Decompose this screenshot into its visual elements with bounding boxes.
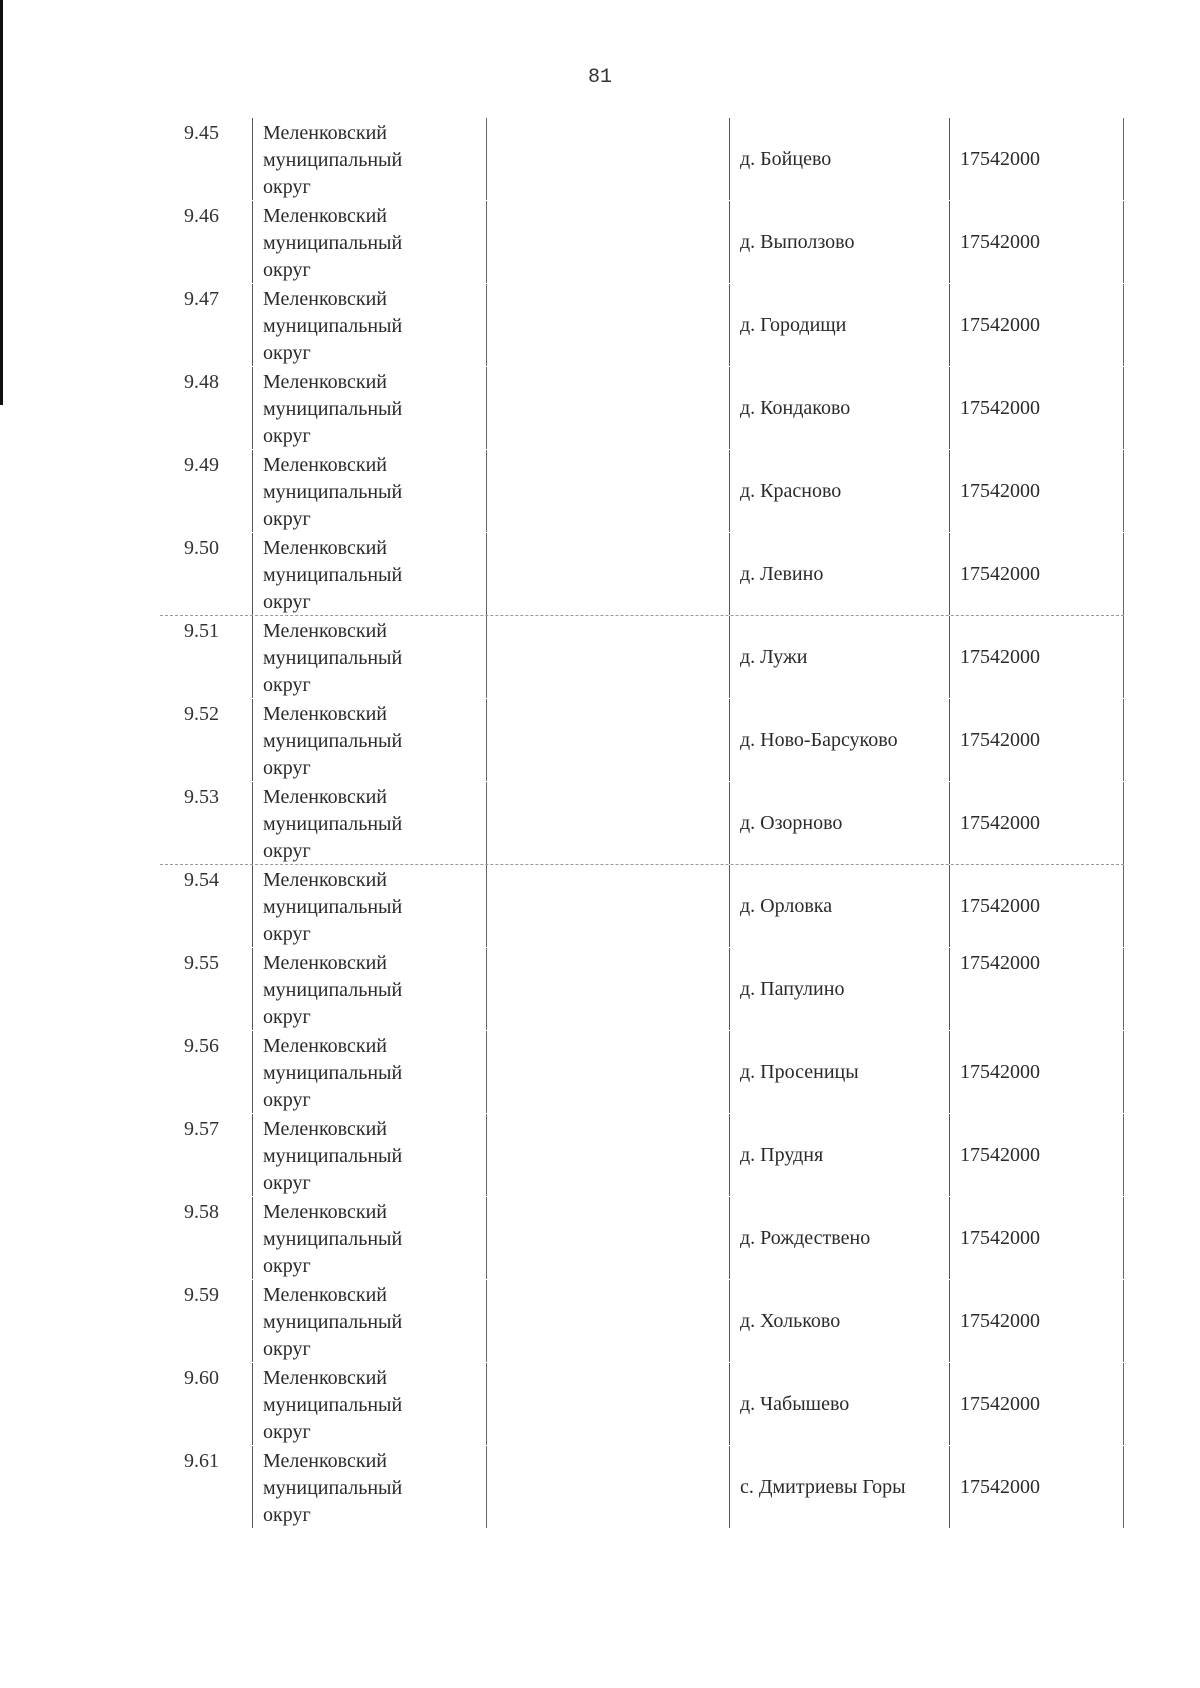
row-number: 9.46 [184, 205, 219, 227]
table-row [160, 1113, 1124, 1196]
municipality-line: округ [263, 342, 311, 364]
municipality-line: Меленковский [263, 952, 387, 974]
table-row [160, 615, 1124, 698]
settlement-name: д. Просеницы [729, 1031, 949, 1113]
row-number: 9.56 [184, 1035, 219, 1057]
municipality-cell [252, 118, 486, 200]
municipality-cell [252, 699, 486, 781]
municipality-line: муниципальный [263, 481, 403, 503]
municipality-line: Меленковский [263, 703, 387, 725]
municipality-line: муниципальный [263, 1311, 403, 1333]
municipality-line: округ [263, 176, 311, 198]
municipality-cell [252, 533, 486, 615]
municipality-line: муниципальный [263, 1062, 403, 1084]
oktmo-code: 17542000 [949, 1114, 1124, 1196]
municipality-line: Меленковский [263, 1118, 387, 1140]
municipality-line: Меленковский [263, 1367, 387, 1389]
settlement-name: д. Бойцево [729, 118, 949, 200]
settlement-name: д. Рождествено [729, 1197, 949, 1279]
municipality-line: округ [263, 259, 311, 281]
empty-cell [486, 201, 729, 283]
empty-cell [486, 367, 729, 449]
municipality-line: округ [263, 1172, 311, 1194]
empty-cell [486, 616, 729, 698]
municipality-line: округ [263, 1255, 311, 1277]
empty-cell [486, 782, 729, 864]
municipality-line: Меленковский [263, 537, 387, 559]
municipality-line: Меленковский [263, 1450, 387, 1472]
empty-cell [486, 118, 729, 200]
table-row [160, 1196, 1124, 1279]
municipality-cell [252, 1114, 486, 1196]
oktmo-code: 17542000 [949, 367, 1124, 449]
settlement-name: д. Красново [729, 450, 949, 532]
row-number: 9.53 [184, 786, 219, 808]
municipality-cell [252, 1280, 486, 1362]
page-number: 81 [587, 66, 612, 89]
municipality-line: муниципальный [263, 647, 403, 669]
empty-cell [486, 1197, 729, 1279]
empty-cell [486, 284, 729, 366]
table-row [160, 1445, 1124, 1528]
municipality-cell [252, 1197, 486, 1279]
settlements-table [160, 117, 1124, 1528]
row-number: 9.50 [184, 537, 219, 559]
municipality-line: округ [263, 1421, 311, 1443]
row-number: 9.51 [184, 620, 219, 642]
municipality-line: Меленковский [263, 1201, 387, 1223]
empty-cell [486, 1280, 729, 1362]
oktmo-code: 17542000 [949, 1031, 1124, 1113]
municipality-line: муниципальный [263, 1228, 403, 1250]
settlement-name: д. Ново-Барсуково [729, 699, 949, 781]
empty-cell [486, 533, 729, 615]
settlement-name: д. Левино [729, 533, 949, 615]
municipality-line: Меленковский [263, 205, 387, 227]
oktmo-code: 17542000 [949, 782, 1124, 864]
oktmo-code: 17542000 [949, 533, 1124, 615]
oktmo-code: 17542000 [949, 1280, 1124, 1362]
municipality-line: Меленковский [263, 786, 387, 808]
table-row [160, 117, 1124, 200]
municipality-cell [252, 782, 486, 864]
municipality-line: округ [263, 674, 311, 696]
empty-cell [486, 1446, 729, 1528]
municipality-line: округ [263, 1504, 311, 1526]
municipality-line: округ [263, 591, 311, 613]
empty-cell [486, 699, 729, 781]
row-number: 9.45 [184, 122, 219, 144]
scan-edge-mark [0, 0, 3, 405]
municipality-line: муниципальный [263, 813, 403, 835]
row-number: 9.60 [184, 1367, 219, 1389]
table-row [160, 1362, 1124, 1445]
municipality-line: муниципальный [263, 1145, 403, 1167]
municipality-cell [252, 284, 486, 366]
municipality-line: Меленковский [263, 1284, 387, 1306]
empty-cell [486, 1114, 729, 1196]
row-number: 9.55 [184, 952, 219, 974]
municipality-line: округ [263, 508, 311, 530]
oktmo-code: 17542000 [949, 1446, 1124, 1528]
empty-cell [486, 865, 729, 947]
row-number: 9.59 [184, 1284, 219, 1306]
oktmo-code: 17542000 [949, 1197, 1124, 1279]
oktmo-code: 17542000 [949, 284, 1124, 366]
municipality-line: муниципальный [263, 1477, 403, 1499]
municipality-line: муниципальный [263, 564, 403, 586]
settlement-name: д. Выползово [729, 201, 949, 283]
oktmo-code: 17542000 [949, 118, 1124, 200]
table-row [160, 366, 1124, 449]
municipality-line: муниципальный [263, 398, 403, 420]
row-number: 9.48 [184, 371, 219, 393]
settlement-name: д. Хольково [729, 1280, 949, 1362]
municipality-line: муниципальный [263, 315, 403, 337]
settlement-name: д. Лужи [729, 616, 949, 698]
settlement-name: д. Озорново [729, 782, 949, 864]
municipality-line: округ [263, 840, 311, 862]
municipality-cell [252, 865, 486, 947]
row-number: 9.49 [184, 454, 219, 476]
table-row [160, 532, 1124, 615]
municipality-cell [252, 1031, 486, 1113]
empty-cell [486, 1031, 729, 1113]
table-row [160, 1030, 1124, 1113]
table-row [160, 449, 1124, 532]
empty-cell [486, 948, 729, 1030]
municipality-cell [252, 948, 486, 1030]
oktmo-code: 17542000 [949, 450, 1124, 532]
empty-cell [486, 450, 729, 532]
settlement-name: д. Чабышево [729, 1363, 949, 1445]
oktmo-code: 17542000 [949, 865, 1124, 947]
table-row [160, 1279, 1124, 1362]
oktmo-code: 17542000 [949, 1363, 1124, 1445]
municipality-line: муниципальный [263, 979, 403, 1001]
oktmo-code: 17542000 [949, 201, 1124, 283]
table-row [160, 864, 1124, 947]
municipality-line: округ [263, 1089, 311, 1111]
table-row [160, 698, 1124, 781]
municipality-line: округ [263, 923, 311, 945]
settlement-name: с. Дмитриевы Горы [729, 1446, 949, 1528]
settlement-name: д. Орловка [729, 865, 949, 947]
municipality-line: Меленковский [263, 869, 387, 891]
municipality-line: округ [263, 757, 311, 779]
municipality-line: муниципальный [263, 1394, 403, 1416]
oktmo-code: 17542000 [949, 616, 1124, 698]
table-row [160, 283, 1124, 366]
row-number: 9.58 [184, 1201, 219, 1223]
municipality-line: Меленковский [263, 371, 387, 393]
municipality-line: округ [263, 1338, 311, 1360]
municipality-cell [252, 1363, 486, 1445]
municipality-cell [252, 201, 486, 283]
municipality-cell [252, 616, 486, 698]
municipality-line: муниципальный [263, 730, 403, 752]
municipality-cell [252, 367, 486, 449]
row-number: 9.47 [184, 288, 219, 310]
empty-cell [486, 1363, 729, 1445]
table-row [160, 947, 1124, 1030]
settlement-name: д. Кондаково [729, 367, 949, 449]
municipality-cell [252, 1446, 486, 1528]
municipality-line: Меленковский [263, 454, 387, 476]
row-number: 9.61 [184, 1450, 219, 1472]
municipality-line: муниципальный [263, 896, 403, 918]
oktmo-code: 17542000 [949, 699, 1124, 781]
row-number: 9.52 [184, 703, 219, 725]
municipality-line: Меленковский [263, 288, 387, 310]
municipality-cell [252, 450, 486, 532]
municipality-line: муниципальный [263, 149, 403, 171]
municipality-line: Меленковский [263, 620, 387, 642]
table-row [160, 200, 1124, 283]
settlement-name: д. Папулино [729, 948, 949, 1030]
oktmo-code: 17542000 [949, 948, 1124, 1030]
municipality-line: муниципальный [263, 232, 403, 254]
table-row [160, 781, 1124, 864]
row-number: 9.57 [184, 1118, 219, 1140]
municipality-line: Меленковский [263, 1035, 387, 1057]
settlement-name: д. Городищи [729, 284, 949, 366]
settlement-name: д. Прудня [729, 1114, 949, 1196]
row-number: 9.54 [184, 869, 219, 891]
municipality-line: округ [263, 425, 311, 447]
municipality-line: Меленковский [263, 122, 387, 144]
municipality-line: округ [263, 1006, 311, 1028]
